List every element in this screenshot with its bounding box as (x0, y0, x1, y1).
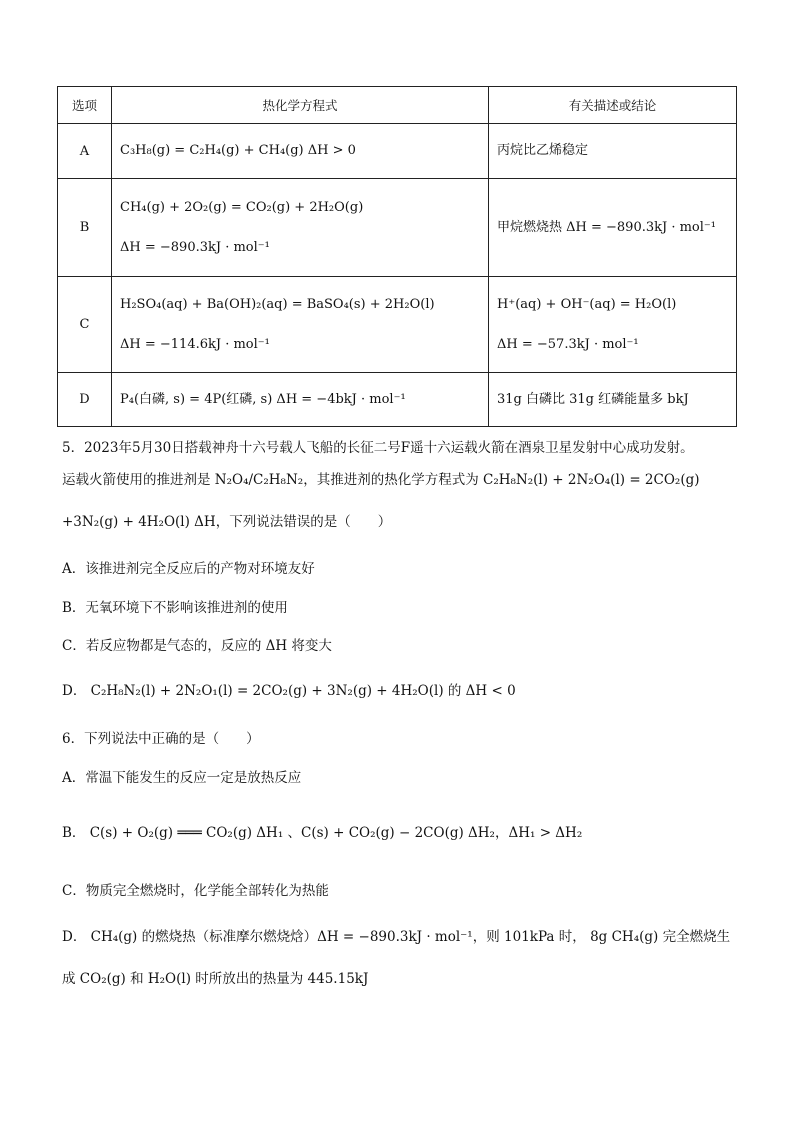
table-row (58, 277, 737, 373)
q6-option-d-line1: D． CH₄(g) 的燃烧热（标准摩尔燃烧焓）ΔH = −890.3kJ · mol⁻¹，则 101kPa 时， 8g CH₄(g) 完全燃烧生 (62, 929, 731, 945)
header-conclusion: 有关描述或结论 (489, 87, 737, 124)
conclusion-line: 31g 白磷比 31g 红磷能量多 bkJ (497, 391, 689, 407)
conclusion-enthalpy: ΔH = −57.3kJ · mol⁻¹ (497, 336, 639, 352)
q6-option-d-line2: 成 CO₂(g) 和 H₂O(l) 时所放出的热量为 445.15kJ (62, 971, 369, 987)
table-header-row (58, 87, 737, 124)
equation-line: C₃H₈(g) = C₂H₄(g) + CH₄(g) ΔH > 0 (120, 143, 356, 158)
conclusion-cell (489, 277, 737, 373)
equation-cell (112, 373, 489, 427)
row-label: C (58, 277, 112, 373)
conclusion-line: 丙烷比乙烯稳定 (497, 143, 589, 158)
equation-cell (112, 277, 489, 373)
table-row (58, 179, 737, 277)
equation-cell (112, 179, 489, 277)
conclusion-line: 甲烷燃烧热 ΔH = −890.3kJ · mol⁻¹ (497, 219, 716, 235)
conclusion-cell (489, 373, 737, 427)
q5-stem-line2: 运载火箭使用的推进剂是 N₂O₄/C₂H₈N₂，其推进剂的热化学方程式为 C₂H₈N₂(l) + 2N₂O₄(l) = 2CO₂(g) (62, 472, 700, 488)
q5-stem-line3: +3N₂(g) + 4H₂O(l) ΔH，下列说法错误的是（ ） (62, 514, 392, 530)
conclusion-cell (489, 179, 737, 277)
table-row (58, 124, 737, 179)
equation-enthalpy: ΔH = −890.3kJ · mol⁻¹ (120, 239, 270, 255)
q5-stem-line1: 5．2023年5月30日搭载神舟十六号载人飞船的长征二号F遥十六运载火箭在酒泉卫星发射中心成功发射。 (62, 440, 694, 456)
row-label: D (58, 373, 112, 427)
equation-line: P₄(白磷, s) = 4P(红磷, s) ΔH = −4bkJ · mol⁻¹ (120, 391, 406, 407)
q5-option-a: A．该推进剂完全反应后的产物对环境友好 (62, 561, 315, 577)
equation-line: H₂SO₄(aq) + Ba(OH)₂(aq) = BaSO₄(s) + 2H₂O(l) (120, 296, 435, 312)
row-label: A (58, 124, 112, 179)
header-equation: 热化学方程式 (112, 87, 489, 124)
conclusion-cell (489, 124, 737, 179)
table-row (58, 373, 737, 427)
row-label: B (58, 179, 112, 277)
q5-option-d: D． C₂H₈N₂(l) + 2N₂O₁(l) = 2CO₂(g) + 3N₂(g) + 4H₂O(l) 的 ΔH < 0 (62, 683, 516, 699)
conclusion-line: H⁺(aq) + OH⁻(aq) = H₂O(l) (497, 296, 677, 312)
equation-cell (112, 124, 489, 179)
equation-enthalpy: ΔH = −114.6kJ · mol⁻¹ (120, 336, 270, 352)
equation-line: CH₄(g) + 2O₂(g) = CO₂(g) + 2H₂O(g) (120, 199, 364, 215)
q6-option-b: B． C(s) + O₂(g) ═══ CO₂(g) ΔH₁ 、C(s) + CO₂(g) − 2CO(g) ΔH₂，ΔH₁ > ΔH₂ (62, 825, 583, 841)
q6-option-a: A．常温下能发生的反应一定是放热反应 (62, 770, 302, 786)
header-option: 选项 (58, 87, 112, 124)
q6-stem: 6．下列说法中正确的是（ ） (62, 731, 260, 747)
q6-option-c: C．物质完全燃烧时，化学能全部转化为热能 (62, 883, 329, 899)
q5-option-b: B．无氧环境下不影响该推进剂的使用 (62, 600, 288, 616)
options-table (57, 86, 737, 427)
q5-option-c: C．若反应物都是气态的，反应的 ΔH 将变大 (62, 638, 332, 654)
